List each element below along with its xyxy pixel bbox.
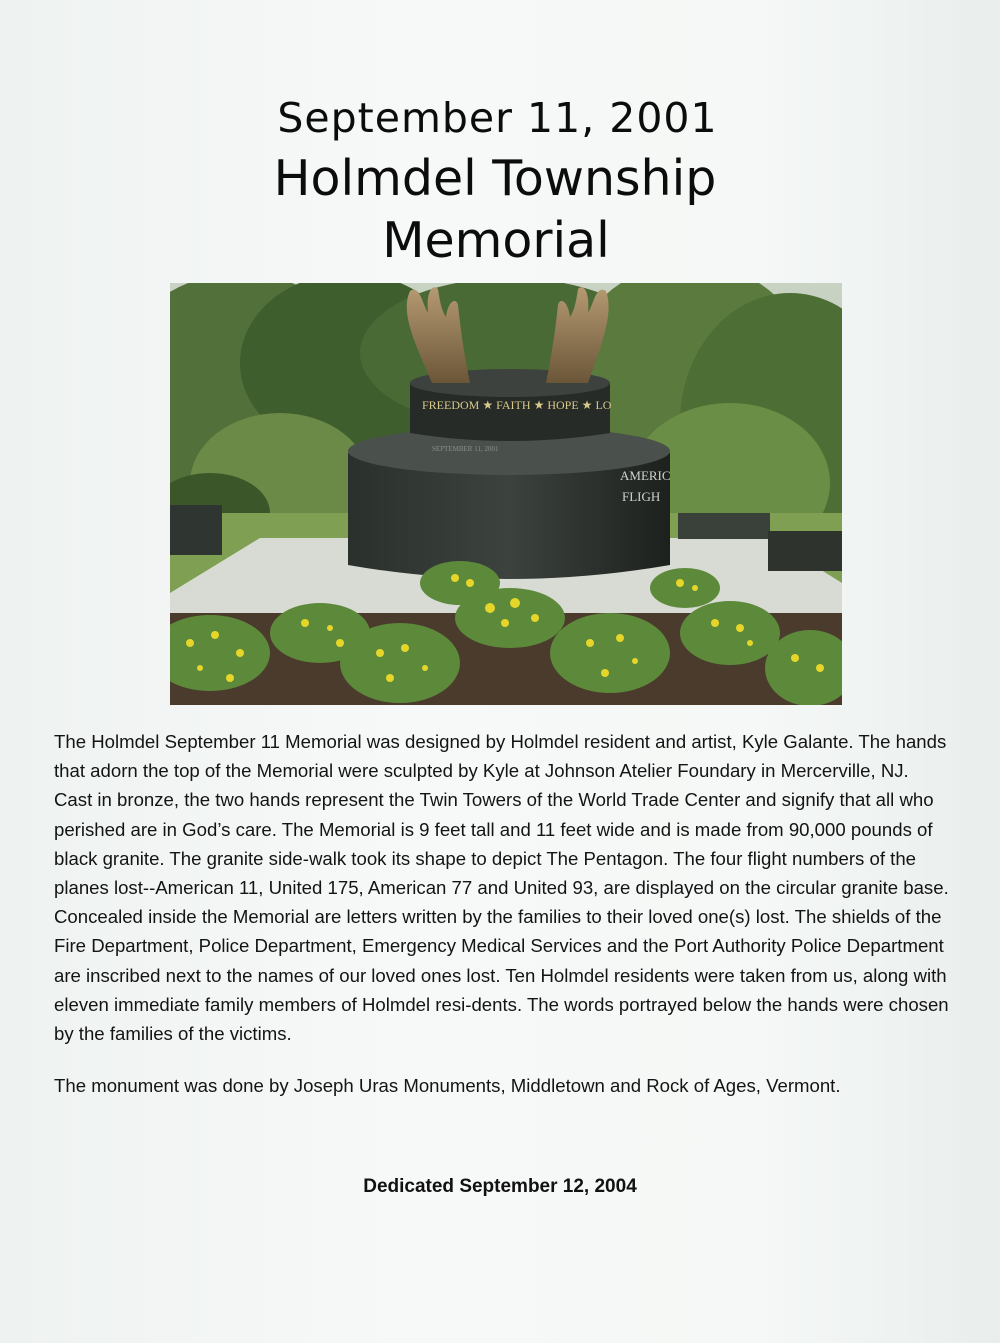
title-township: Holmdel Township: [273, 150, 717, 207]
flight-text-1: AMERIC: [620, 468, 671, 483]
description-paragraph: The Holmdel September 11 Memorial was designed by Holmdel resident and artist, Kyle Galante. The hands that adorn the top of the Memorial were sculpted by Kyle at Johnson Atelier Foundary in Mercerville, NJ. Cast in bronze, the two hands represent the Twin Towers of the World Trade Center and signify that all who perished are in God’s care. The Memorial is 9 feet tall and 11 feet wide and is made from 90,000 pounds of black granite. The granite side-walk took its shape to depict The Pentagon. The four flight numbers of the planes lost--American 11, United 175, American 77 and United 93, are displayed on the circular granite base. Concealed inside the Memorial are letters written by the families to their loved one(s) lost. The shields of the Fire Department, Police Department, Emergency Medical Services and the Port Authority Police Department are inscribed next to the names of our loved ones lost. Ten Holmdel residents were taken from us, along with eleven immediate family members of Holmdel resi-dents. The words portrayed below the hands were chosen by the families of the victims.: [54, 731, 949, 1045]
page-title: [0, 88, 1000, 272]
svg-text:FREEDOM ★ FA: FREEDOM ★ FAITH ★ HOPE ★ LO: [422, 398, 612, 412]
monument-credit-paragraph: The monument was done by Joseph Uras Monuments, Middletown and Rock of Ages, Vermont.: [54, 1075, 841, 1097]
flight-text-2: FLIGH: [622, 489, 661, 504]
title-date: September 11, 2001: [277, 94, 718, 142]
dedication-line: Dedicated September 12, 2004: [363, 1176, 637, 1197]
engraved-date: SEPTEMBER 11, 2001: [432, 445, 499, 453]
title-memorial: Memorial: [382, 212, 610, 269]
memorial-photo: [170, 283, 842, 705]
body-text: [54, 727, 949, 1100]
